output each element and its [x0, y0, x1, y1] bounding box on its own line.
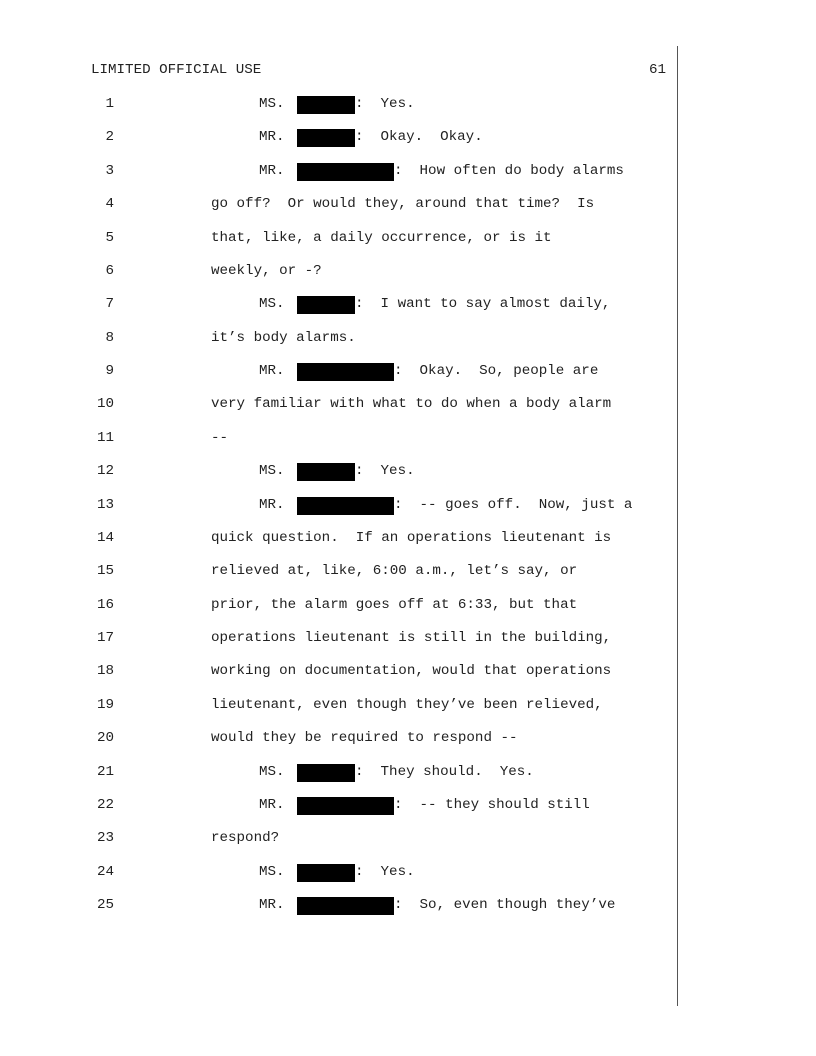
transcript-line [0, 563, 816, 585]
line-text: : How often do body alarms [394, 162, 624, 179]
redaction-box [297, 163, 394, 181]
line-text: relieved at, like, 6:00 a.m., let’s say, or [211, 563, 578, 580]
transcript-line [0, 230, 816, 252]
line-number: 18 [96, 663, 114, 680]
line-text: : -- goes off. Now, just a [394, 496, 633, 513]
line-number: 23 [96, 830, 114, 847]
line-text: : Yes. [355, 96, 415, 112]
transcript-line [0, 864, 816, 886]
line-text: quick question. If an operations lieutenant is [211, 529, 612, 546]
transcript-line [0, 330, 816, 352]
line-text: lieutenant, even though they’ve been relieved, [211, 696, 603, 713]
line-text: : Yes. [355, 863, 415, 880]
line-text: working on documentation, would that operations [211, 663, 612, 680]
redaction-box [297, 129, 355, 147]
line-number: 6 [105, 262, 114, 279]
transcript-line [0, 396, 816, 418]
line-number: 21 [96, 763, 114, 780]
line-text: that, like, a daily occurrence, or is it [211, 229, 552, 246]
transcript-line [0, 597, 816, 619]
transcript-line [0, 830, 816, 852]
transcript-line [0, 196, 816, 218]
line-number: 24 [96, 863, 114, 880]
transcript-line [0, 630, 816, 652]
line-number: 1 [105, 96, 114, 112]
speaker-label: MR. [259, 162, 285, 179]
redaction-box [297, 864, 355, 882]
line-number: 16 [96, 596, 114, 613]
redaction-box [297, 363, 394, 381]
speaker-label: MR. [259, 496, 285, 513]
transcript-line [0, 96, 816, 118]
transcript-line [0, 129, 816, 151]
line-text: : Yes. [355, 463, 415, 480]
classification-header: LIMITED OFFICIAL USE [91, 62, 262, 78]
transcript-line [0, 663, 816, 685]
transcript-line [0, 363, 816, 385]
transcript-line [0, 497, 816, 519]
line-number: 12 [96, 463, 114, 480]
line-text: : -- they should still [394, 796, 590, 813]
transcript-line [0, 797, 816, 819]
line-text: it’s body alarms. [211, 329, 356, 346]
speaker-label: MS. [259, 296, 285, 313]
redaction-box [297, 463, 355, 481]
redaction-box [297, 797, 394, 815]
line-text: : Okay. So, people are [394, 363, 599, 379]
line-number: 11 [96, 429, 114, 446]
line-number: 20 [96, 730, 114, 747]
line-text: respond? [211, 830, 280, 847]
line-text: : I want to say almost daily, [355, 296, 611, 313]
line-number: 19 [96, 696, 114, 713]
line-number: 2 [105, 129, 114, 146]
line-number: 4 [105, 196, 114, 213]
redaction-box [297, 897, 394, 915]
speaker-label: MR. [259, 129, 285, 146]
page-number: 61 [648, 62, 666, 78]
transcript-line [0, 296, 816, 318]
line-number: 7 [105, 296, 114, 313]
line-text: very familiar with what to do when a body alarm [211, 396, 612, 413]
redaction-box [297, 296, 355, 314]
transcript-line [0, 697, 816, 719]
line-number: 22 [96, 796, 114, 813]
line-text: : So, even though they’ve [394, 897, 616, 913]
transcript-line [0, 764, 816, 786]
transcript-line [0, 430, 816, 452]
line-text: operations lieutenant is still in the building, [211, 630, 612, 646]
line-text: : They should. Yes. [355, 763, 534, 780]
speaker-label: MR. [259, 363, 285, 379]
line-number: 13 [96, 496, 114, 513]
transcript-line [0, 730, 816, 752]
line-number: 10 [96, 396, 114, 413]
line-number: 5 [105, 229, 114, 246]
speaker-label: MR. [259, 897, 285, 913]
transcript-line [0, 263, 816, 285]
redaction-box [297, 497, 394, 515]
line-number: 14 [96, 529, 114, 546]
line-text: prior, the alarm goes off at 6:33, but that [211, 596, 578, 613]
line-text: weekly, or -? [211, 262, 322, 279]
transcript-line [0, 463, 816, 485]
line-number: 25 [96, 897, 114, 913]
speaker-label: MS. [259, 96, 285, 112]
transcript-line [0, 163, 816, 185]
speaker-label: MR. [259, 796, 285, 813]
right-margin-line [677, 46, 678, 1006]
speaker-label: MS. [259, 763, 285, 780]
line-number: 9 [105, 363, 114, 379]
speaker-label: MS. [259, 463, 285, 480]
line-text: -- [211, 429, 229, 446]
line-text: : Okay. Okay. [355, 129, 483, 146]
line-number: 17 [96, 630, 114, 646]
line-text: go off? Or would they, around that time? Is [211, 196, 595, 213]
line-text: would they be required to respond -- [211, 730, 518, 747]
redaction-box [297, 764, 355, 782]
redaction-box [297, 96, 355, 114]
line-number: 15 [96, 563, 114, 580]
transcript-line [0, 530, 816, 552]
transcript-line [0, 897, 816, 919]
line-number: 3 [105, 162, 114, 179]
speaker-label: MS. [259, 863, 285, 880]
line-number: 8 [105, 329, 114, 346]
